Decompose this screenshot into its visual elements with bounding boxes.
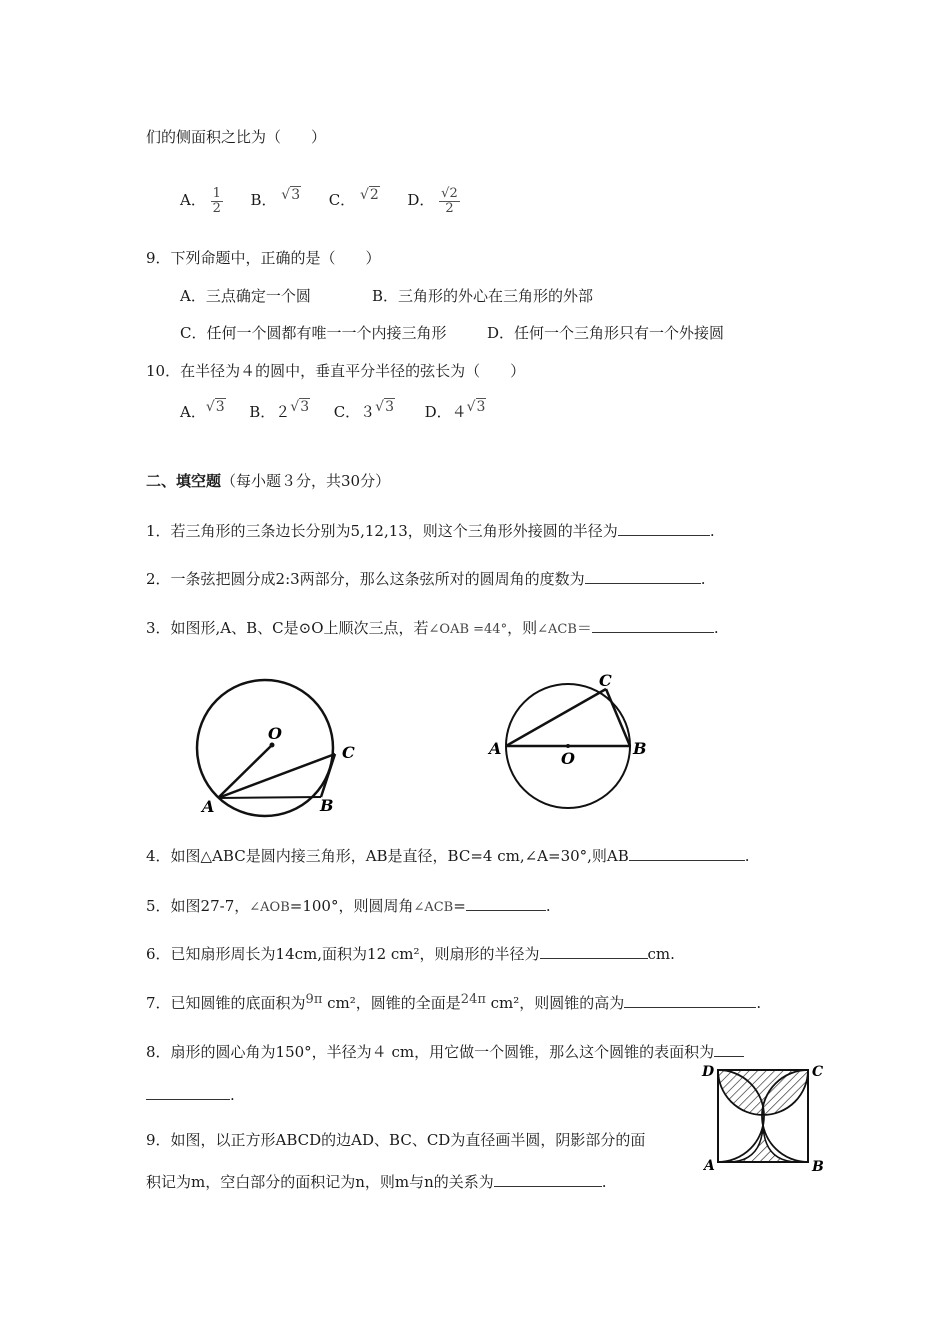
fill-7-text: 7．已知圆锥的底面积为 [146,994,306,1012]
fill-3-period: . [713,619,719,637]
fill-2-blank[interactable] [585,569,701,584]
fill-3-blank[interactable] [592,618,714,633]
q8-options [180,182,460,218]
q8-option-a-label: A． [180,191,206,209]
fill-3-equals: ＝ [576,619,592,637]
fill-8-text: 8．扇形的圆心角为150°，半径为４ cm，用它做一个圆锥，那么这个圆锥的表面积为 [146,1043,715,1061]
figure-1-segment-ao [218,745,272,798]
fill-question-2 [146,569,705,589]
fill-6-blank[interactable] [540,944,648,959]
figure-circle-oabc [190,670,370,820]
q10-option-d-label: D．４ [424,403,467,421]
figure-3-bottom-shaded [728,1122,798,1162]
q8-option-d-fraction: $\frac{√2}{2}$ [441,185,458,216]
figure-3-label-d: D [702,1064,715,1080]
fill-3-text: 3．如图形,A、B、C是⊙O上顺次三点，若 [146,619,429,637]
fill-question-8 [146,1042,744,1062]
fill-3-angle-oab: ∠OAB =44° [428,622,508,637]
q9-option-b: B．三角形的外心在三角形的外部 [372,287,594,305]
figure-1-label-o: O [268,724,282,743]
fill-7-total-area: 24π [460,992,486,1007]
figure-1-segment-bc [321,754,335,797]
section-heading [146,471,390,491]
fill-6-unit: cm. [647,945,675,963]
figure-1-label-c: C [342,743,355,762]
fill-1-period: . [709,522,715,540]
fill-5-text: 5．如图27-7， [146,897,250,915]
fill-1-blank[interactable] [618,521,710,536]
fill-4-blank[interactable] [629,846,745,861]
fill-7-text-c: cm²，则圆锥的高为 [485,994,625,1012]
fill-6-text: 6．已知扇形周长为14cm,面积为12 cm²，则扇形的半径为 [146,945,540,963]
q9-option-a: A．三点确定一个圆 [180,287,311,305]
figure-2-segment-bc [606,689,630,746]
fill-4-period: . [744,847,750,865]
fill-question-9-cont [146,1172,607,1192]
q8-option-b-label: B． [250,191,277,209]
fill-5-text-b: =100°，则圆周角 [289,897,414,915]
fill-5-angle-acb: ∠ACB [413,900,454,915]
figure-1-segment-ab [218,797,321,798]
figure-1-center-point [270,743,275,748]
fill-9-text-b: 积记为m，空白部分的面积记为n，则m与n的关系为 [146,1173,494,1191]
q8-stem-tail: 们的侧面积之比为（ ） [146,128,327,146]
fill-2-period: . [700,570,706,588]
fill-5-angle-aob: ∠AOB [249,900,290,915]
fill-7-blank[interactable] [624,993,756,1008]
fill-question-8-cont [146,1085,235,1105]
q10-stem: 10．在半径为４的圆中，垂直平分半径的弦长为（ ） [146,362,526,380]
figure-3-label-b: B [812,1159,824,1175]
figure-1-circle [197,680,333,816]
q10-option-d-sqrt: √3 [466,399,486,415]
q10-option-b-label: B．２ [249,403,291,421]
fill-question-4 [146,846,750,866]
figure-3-label-a: A [704,1158,715,1174]
q10-options [180,399,486,423]
section-note: （每小题３分，共30分） [221,472,391,490]
fill-3-angle-acb: ∠ACB [537,622,577,637]
fill-question-3 [146,618,719,640]
figure-3-label-c: C [812,1064,824,1080]
section-title: 二、填空题 [146,472,222,490]
figure-2-label-o: O [561,749,575,768]
fill-9-blank[interactable] [494,1172,602,1187]
fill-question-1 [146,521,715,541]
q9-option-c: C．任何一个圆都有唯一一个内接三角形 [180,324,447,342]
fill-question-7 [146,993,761,1015]
q10-option-a-label: A． [180,403,206,421]
fill-4-text: 4．如图△ABC是圆内接三角形，AB是直径，BC=4 cm,∠A=30°,则AB [146,847,629,865]
fill-2-text: 2．一条弦把圆分成2:3两部分，那么这条弦所对的圆周角的度数为 [146,570,585,588]
figure-2-label-b: B [633,739,647,758]
figure-2-segment-ac [506,689,606,746]
fill-question-6 [146,944,675,964]
q10-option-c-label: C．３ [333,403,376,421]
figure-square-semicircles [700,1060,830,1175]
q8-option-d-label: D． [407,191,435,209]
q9-stem: 9．下列命题中，正确的是（ ） [146,249,381,267]
fill-question-5 [146,896,551,918]
fill-7-base-area: 9π [305,992,323,1007]
figure-1-label-b: B [320,796,334,815]
q8-option-c-label: C． [328,191,356,209]
fill-7-period: . [756,994,762,1012]
q10-option-a-sqrt: √3 [205,399,225,415]
q10-option-c-sqrt: √3 [375,399,395,415]
fill-5-blank[interactable] [466,896,546,911]
q8-option-c-sqrt: √2 [359,187,379,203]
figure-2-center-point [566,744,570,748]
q8-option-a-fraction: $\frac{1}{2}$ [212,185,221,216]
fill-1-text: 1．若三角形的三条边长分别为5,12,13，则这个三角形外接圆的半径为 [146,522,618,540]
figure-2-label-a: A [489,739,502,758]
q9-option-d: D．任何一个三角形只有一个外接圆 [487,324,725,342]
fill-question-9: 9．如图，以正方形ABCD的边AD、BC、CD为直径画半圆，阴影部分的面 [146,1131,646,1149]
fill-5-equals: = [453,897,466,915]
figure-circle-abc-diameter [485,672,655,817]
q10-option-b-sqrt: √3 [290,399,310,415]
figure-2-label-c: C [599,672,612,690]
fill-8-blank-cont[interactable] [146,1085,230,1100]
fill-8-blank[interactable] [714,1042,744,1057]
fill-9-period: . [601,1173,607,1191]
q8-option-b-sqrt: √3 [281,187,301,203]
fill-8-period: . [230,1086,235,1104]
fill-5-period: . [545,897,551,915]
figure-1-label-a: A [202,797,215,816]
fill-3-text-b: ，则 [507,619,538,637]
fill-7-text-b: cm²，圆锥的全面是 [322,994,461,1012]
